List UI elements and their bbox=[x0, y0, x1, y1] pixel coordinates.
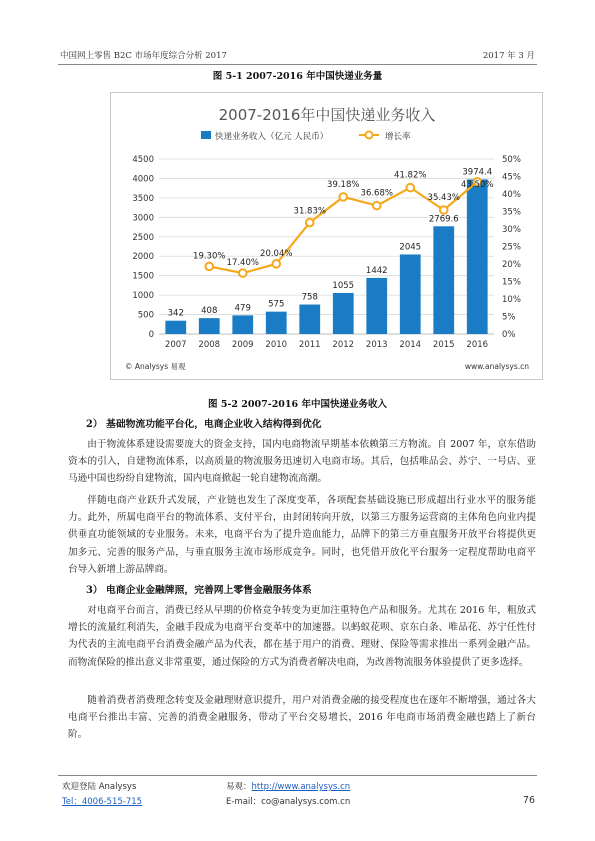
bar bbox=[333, 293, 354, 334]
x-axis-tick-label: 2007 bbox=[164, 340, 187, 350]
left-axis-tick-label: 1500 bbox=[132, 271, 154, 282]
growth-rate-point bbox=[406, 184, 414, 192]
bar-data-label: 479 bbox=[234, 303, 251, 314]
bar-data-label: 575 bbox=[268, 299, 285, 310]
chart-site: www.analysys.cn bbox=[464, 362, 529, 371]
right-axis-tick-label: 35% bbox=[502, 207, 521, 218]
growth-rate-data-label: 19.30% bbox=[193, 251, 226, 262]
bar bbox=[400, 254, 421, 334]
chart-title: 2007-2016年中国快递业务收入 bbox=[218, 106, 436, 124]
bar bbox=[165, 321, 186, 334]
x-axis-tick-label: 2012 bbox=[332, 340, 355, 350]
x-axis-tick-label: 2014 bbox=[399, 340, 422, 350]
bar bbox=[266, 312, 287, 334]
footer-tel-link[interactable]: Tel：4006-515-715 bbox=[62, 797, 143, 807]
x-axis-tick-label: 2016 bbox=[466, 340, 489, 350]
section-3-paragraph-2: 随着消费者消费理念转变及金融理财意识提升，用户对消费金融的接受程度也在逐年不断增强，通过各大电商平台推出丰富、完善的消费金融服务，带动了平台交易增长，2016 年电商市场消费金融也踏上了新台阶。 bbox=[68, 695, 536, 741]
growth-rate-point bbox=[440, 206, 448, 214]
right-axis-tick-label: 0% bbox=[502, 330, 516, 340]
header-report-title: 中国网上零售 B2C 市场年度综合分析 2017 bbox=[60, 51, 227, 61]
legend-bar-swatch bbox=[201, 131, 211, 139]
page-footer bbox=[58, 775, 537, 815]
section-2-paragraph-1: 由于物流体系建设需要庞大的资金支持，国内电商物流早期基本依赖第三方物流。自 2007 年，京东借助资本的引入，自建物流体系，以高质量的物流服务迅速切入电商市场。其后，包括唯品会、苏宁、一号店、亚马逊中国也纷纷自建物流，国内电商掀起一轮自建物流高潮。 bbox=[68, 439, 536, 485]
x-axis-tick-label: 2013 bbox=[365, 340, 388, 350]
bar-data-label: 1055 bbox=[332, 280, 355, 291]
growth-rate-data-label: 17.40% bbox=[226, 258, 259, 269]
footer-site-label: 易观： bbox=[226, 782, 252, 792]
express-revenue-chart bbox=[110, 92, 543, 380]
right-axis-tick-label: 30% bbox=[502, 225, 521, 235]
bar bbox=[366, 278, 387, 334]
section-3-paragraph-1: 对电商平台而言，消费已经从早期的价格竞争转变为更加注重特色产品和服务。尤其在 2016 年，粗放式增长的流量红利消失，金融手段成为电商平台变革中的加速器。以蚂蚁花呗、京东白条、唯品花、苏宁任性付为代表的主流电商平台消费金融产品为代表，都在基于用户的消费、理财、保险等需求推出一系列金融产品。而物流保险的推出意义非常重要，通过保险的方式为消费者解决电商，为改善物流服务体验提供了更多选择。 bbox=[68, 605, 536, 668]
bar bbox=[232, 315, 253, 334]
bar-data-label: 1442 bbox=[365, 265, 388, 276]
x-axis-tick-label: 2015 bbox=[432, 340, 455, 350]
left-axis-tick-label: 2500 bbox=[132, 232, 154, 243]
bar-data-label: 342 bbox=[167, 308, 184, 319]
left-axis-tick-label: 3000 bbox=[132, 213, 154, 224]
page-header bbox=[58, 45, 537, 65]
growth-rate-data-label: 43.50% bbox=[461, 179, 494, 190]
right-axis-tick-label: 50% bbox=[502, 155, 521, 165]
growth-rate-point bbox=[205, 263, 213, 271]
growth-rate-point bbox=[339, 193, 347, 201]
header-divider bbox=[58, 64, 537, 65]
right-axis-tick-label: 45% bbox=[502, 172, 521, 183]
growth-rate-point bbox=[272, 260, 280, 268]
legend-line-label: 增长率 bbox=[385, 132, 411, 142]
x-axis-tick-label: 2010 bbox=[265, 340, 288, 350]
header-date: 2017 年 3 月 bbox=[482, 51, 535, 61]
growth-rate-point bbox=[239, 269, 247, 277]
left-axis-tick-label: 3500 bbox=[132, 193, 154, 204]
left-axis-tick-label: 2000 bbox=[132, 252, 154, 263]
bar bbox=[467, 179, 488, 334]
right-axis-tick-label: 40% bbox=[502, 190, 521, 200]
figure-1-caption: 图 5-1 2007-2016 年中国快递业务量 bbox=[212, 71, 383, 82]
left-axis-tick-label: 500 bbox=[137, 310, 154, 321]
growth-rate-data-label: 39.18% bbox=[327, 179, 360, 190]
right-axis-tick-label: 25% bbox=[502, 242, 521, 253]
left-axis-tick-label: 0 bbox=[148, 330, 154, 340]
left-axis-tick-label: 1000 bbox=[132, 291, 154, 302]
bar-data-label: 758 bbox=[301, 292, 318, 303]
growth-rate-data-label: 35.43% bbox=[427, 192, 460, 203]
footer-site-link[interactable]: http://www.analysys.cn bbox=[251, 782, 351, 792]
section-3-heading: 3） 电商企业金融牌照，完善网上零售金融服务体系 bbox=[86, 585, 312, 596]
growth-rate-data-label: 31.83% bbox=[293, 206, 326, 217]
bar bbox=[299, 305, 320, 334]
legend-bar-label: 快递业务收入（亿元 人民币） bbox=[215, 132, 329, 142]
growth-rate-point bbox=[306, 219, 314, 227]
growth-rate-data-label: 41.82% bbox=[394, 170, 427, 181]
chart-source: © Analysys 易观 bbox=[125, 362, 186, 371]
bar-data-label: 2045 bbox=[399, 242, 422, 253]
figure-2-caption: 图 5-2 2007-2016 年中国快递业务收入 bbox=[208, 399, 387, 410]
x-axis-tick-label: 2008 bbox=[198, 340, 221, 350]
growth-rate-data-label: 36.68% bbox=[360, 188, 393, 199]
page-number: 76 bbox=[522, 795, 535, 806]
bar bbox=[199, 318, 220, 334]
left-axis-tick-label: 4000 bbox=[132, 174, 154, 185]
right-axis-tick-label: 5% bbox=[502, 312, 516, 323]
growth-rate-data-label: 20.04% bbox=[260, 248, 293, 259]
bar-data-label: 3974.4 bbox=[462, 167, 493, 178]
left-axis-tick-label: 4500 bbox=[132, 155, 154, 165]
footer-site bbox=[226, 780, 350, 792]
x-axis-tick-label: 2011 bbox=[298, 340, 321, 350]
chart-svg bbox=[111, 93, 544, 381]
footer-divider bbox=[58, 775, 537, 776]
legend-line-marker bbox=[366, 132, 373, 139]
footer-email[interactable]: E-mail：co@analysys.com.cn bbox=[226, 797, 351, 807]
bar bbox=[433, 226, 454, 334]
section-2-paragraph-2: 伴随电商产业跃升式发展，产业链也发生了深度变革，各项配套基础设施已形成超出行业水平的服务能力。此外，所属电商平台的物流体系、支付平台，由封闭转向开放，以第三方服务运营商的主体角色向业内提供垂直功能领域的专业服务。未来，电商平台为了提升造血能力，品牌下的第三方垂直服务开放平台将提供更加多元、完善的服务产品，与垂直服务主流市场形成竞争。同时，也凭借开放化平台服务一定程度帮助电商平台导入新增上游品牌商。 bbox=[68, 495, 536, 575]
section-2-heading: 2） 基础物流功能平台化，电商企业收入结构得到优化 bbox=[86, 419, 322, 430]
bar-data-label: 2769.6 bbox=[428, 214, 459, 225]
right-axis-tick-label: 10% bbox=[502, 295, 521, 305]
growth-rate-point bbox=[373, 202, 381, 210]
bar-data-label: 408 bbox=[201, 306, 218, 317]
right-axis-tick-label: 20% bbox=[502, 260, 521, 270]
right-axis-tick-label: 15% bbox=[502, 277, 521, 288]
x-axis-tick-label: 2009 bbox=[231, 340, 254, 350]
footer-welcome: 欢迎登陆 Analysys bbox=[62, 782, 137, 792]
